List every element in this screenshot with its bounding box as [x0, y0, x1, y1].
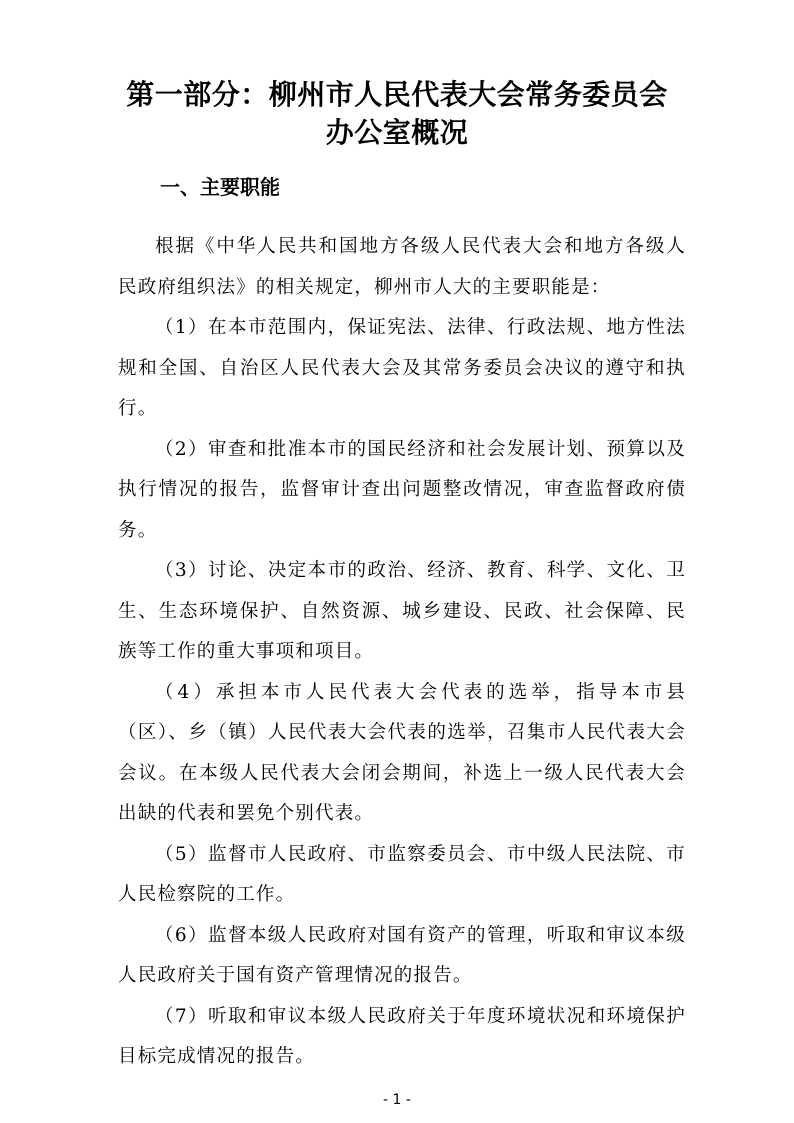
page-title: [100, 76, 694, 152]
paragraph-duty-1: （1）在本市范围内，保证宪法、法律、行政法规、地方性法规和全国、自治区人民代表大会及其常务委员会决议的遵守和执行。: [118, 317, 686, 419]
paragraph-duty-4: （4）承担本市人民代表大会代表的选举，指导本市县（区）、乡（镇）人民代表大会代表的选举，召集市人民代表大会会议。在本级人民代表大会闭会期间，补选上一级人民代表大会出缺的代表和罢免个别代表。: [118, 681, 686, 824]
paragraph-duty-3: （3）讨论、决定本市的政治、经济、教育、科学、文化、卫生、生态环境保护、自然资源、城乡建设、民政、社会保障、民族等工作的重大事项和项目。: [118, 560, 686, 662]
page-title-line-2: 办公室概况: [325, 116, 469, 149]
paragraph-intro: 根据《中华人民共和国地方各级人民代表大会和地方各级人民政府组织法》的相关规定，柳州市人大的主要职能是：: [118, 236, 686, 298]
page-number: - 1 -: [383, 1092, 411, 1108]
paragraph-duty-6: （6）监督本级人民政府对国有资产的管理，听取和审议本级人民政府关于国有资产管理情况的报告。: [118, 924, 686, 986]
page-title-line-1: 第一部分：柳州市人民代表大会常务委员会: [126, 78, 668, 111]
paragraph-duty-2: （2）审查和批准本市的国民经济和社会发展计划、预算以及执行情况的报告，监督审计查出问题整改情况，审查监督政府债务。: [118, 438, 686, 541]
body-text: [118, 227, 686, 1078]
paragraph-duty-7: （7）听取和审议本级人民政府关于年度环境状况和环境保护目标完成情况的报告。: [118, 1005, 686, 1067]
section-heading: 一、主要职能: [160, 175, 280, 199]
paragraph-duty-5: （5）监督市人民政府、市监察委员会、市中级人民法院、市人民检察院的工作。: [118, 843, 686, 905]
